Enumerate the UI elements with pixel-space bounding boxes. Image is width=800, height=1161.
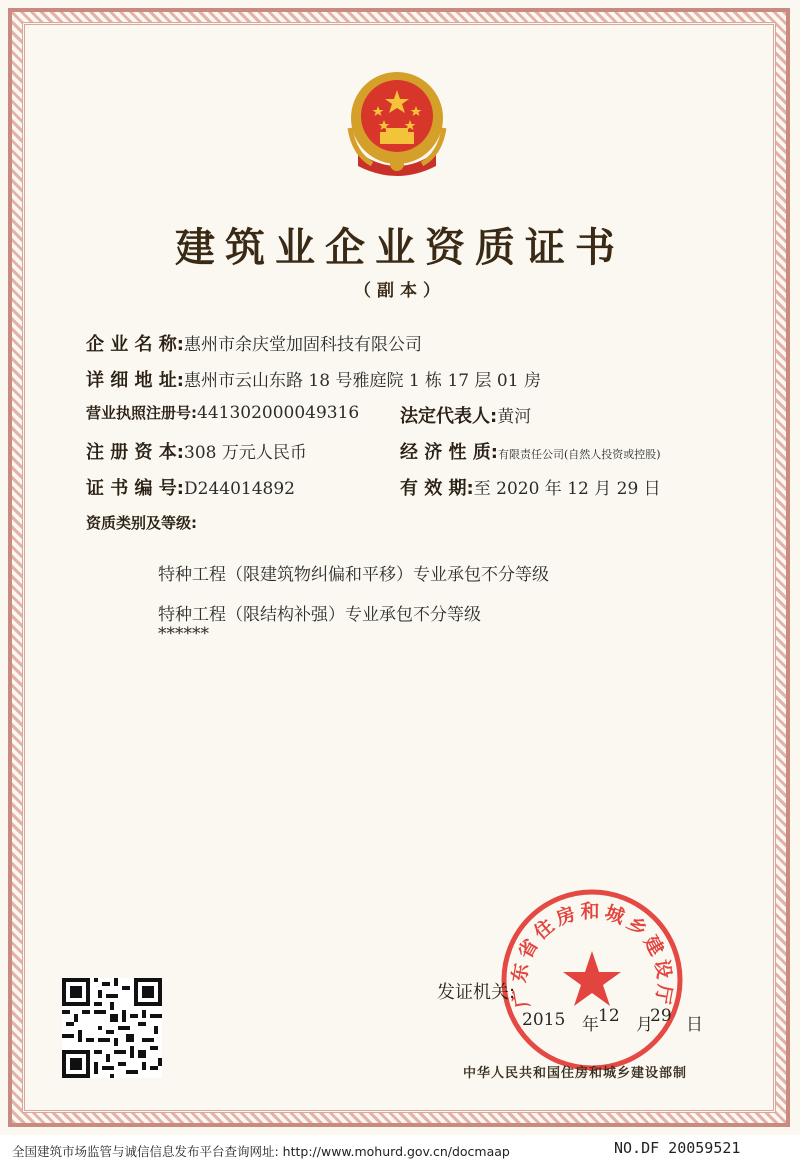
certificate-title: 建筑业企业资质证书: [175, 225, 625, 271]
capital-value: 308 万元人民币: [184, 443, 307, 463]
validity-label: 有 效 期:: [400, 478, 474, 499]
legal-rep-label: 法定代表人:: [400, 406, 498, 427]
qualification-terminator: ******: [158, 624, 209, 644]
reg-no-label: 营业执照注册号:: [86, 404, 197, 422]
validity-row: [400, 474, 661, 500]
reg-no-value: 441302000049316: [197, 403, 360, 423]
issue-day: 29: [650, 1006, 672, 1026]
company-name-row: [86, 330, 422, 356]
address-label: 详 细 地 址:: [86, 370, 184, 391]
cert-no-label: 证 书 编 号:: [86, 478, 184, 499]
qualification-label: 资质类别及等级:: [86, 514, 197, 532]
certificate-subtitle: （副本）: [354, 281, 446, 301]
issue-year-unit: 年: [582, 1015, 599, 1035]
qualification-item: 特种工程（限建筑物纠偏和平移）专业承包不分等级: [158, 565, 549, 585]
company-name-value: 惠州市余庆堂加固科技有限公司: [184, 335, 422, 355]
reg-no-row: [86, 402, 359, 423]
address-row: [86, 366, 541, 392]
footer-serial-number: NO.DF 20059521: [614, 1139, 741, 1157]
cert-no-value: D244014892: [184, 479, 295, 499]
issuer-label: 发证机关:: [437, 982, 516, 1003]
issuing-department: 中华人民共和国住房和城乡建设部制: [463, 1066, 688, 1081]
issue-year: 2015: [522, 1010, 566, 1030]
legal-rep-value: 黄河: [497, 407, 532, 427]
issue-month-unit: 月: [636, 1015, 653, 1035]
legal-rep-row: [400, 402, 531, 428]
seal-text: 广东省住房和城乡建设厅: [508, 900, 676, 1010]
issue-day-unit: 日: [686, 1015, 703, 1035]
nature-value: 有限责任公司(自然人投资或控股): [498, 448, 661, 461]
qr-code-icon: [62, 978, 162, 1078]
address-value: 惠州市云山东路 18 号雅庭院 1 栋 17 层 01 房: [184, 371, 541, 391]
qualification-item: 特种工程（限结构补强）专业承包不分等级: [158, 605, 481, 625]
validity-value: 至 2020 年 12 月 29 日: [473, 479, 661, 499]
nature-row: [400, 438, 661, 464]
issue-month: 12: [598, 1006, 620, 1026]
cert-no-row: [86, 474, 295, 500]
national-emblem-icon: [344, 68, 450, 184]
company-name-label: 企 业 名 称:: [86, 334, 184, 355]
official-seal-icon: [497, 885, 687, 1075]
nature-label: 经 济 性 质:: [400, 442, 498, 463]
capital-row: [86, 438, 307, 464]
capital-label: 注 册 资 本:: [86, 442, 184, 463]
footer-query-url: 全国建筑市场监管与诚信信息发布平台查询网址: http://www.mohurd.gov.cn/docmaap: [12, 1144, 510, 1159]
qualification-row: [86, 512, 197, 533]
